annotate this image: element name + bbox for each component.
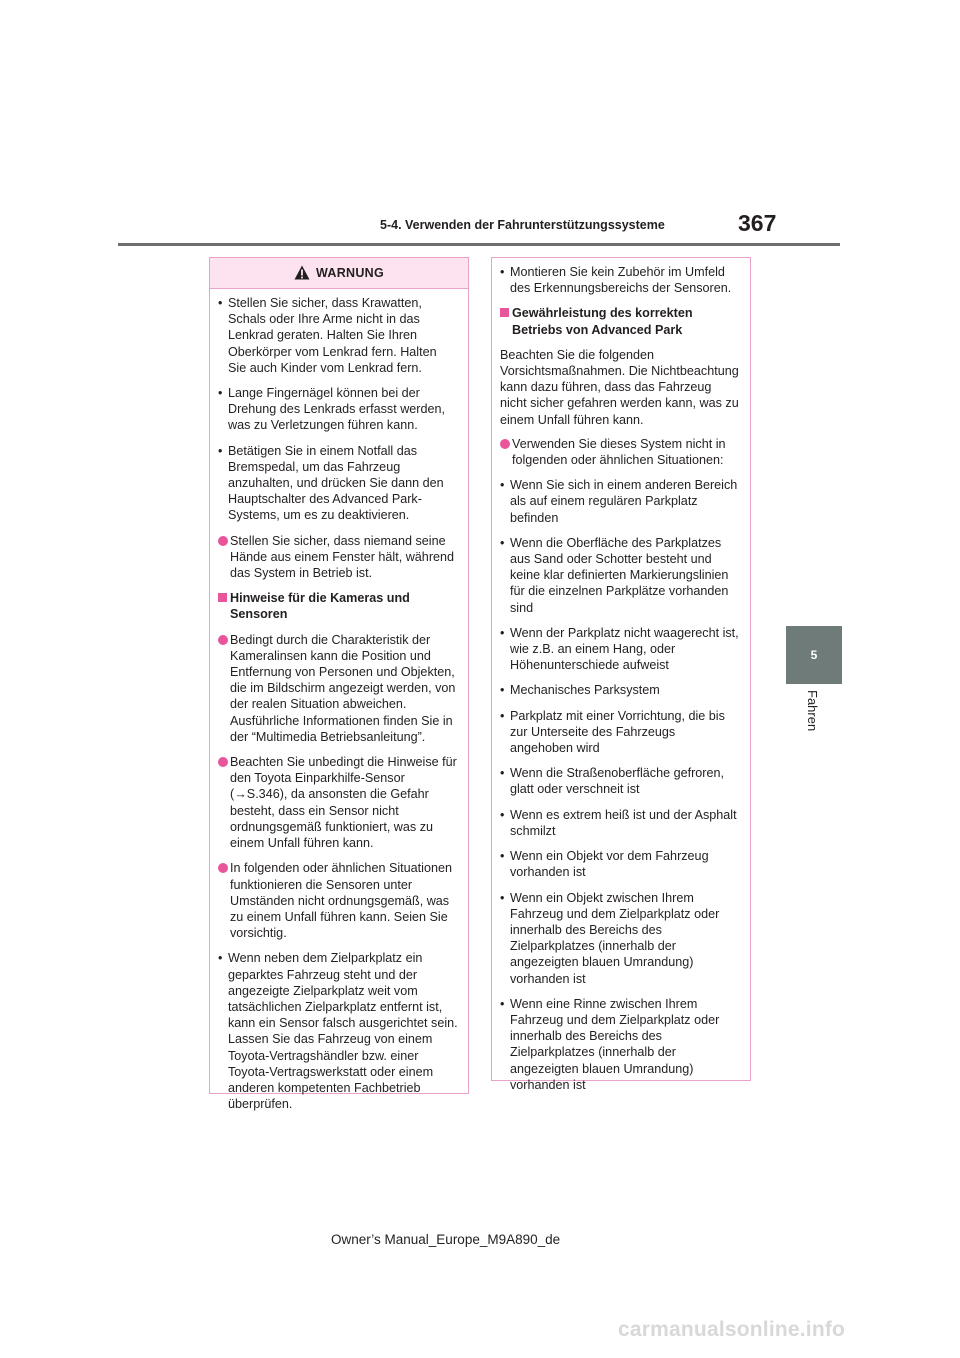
bullet-item — [500, 807, 740, 839]
circle-bullet-icon — [500, 439, 510, 449]
warning-triangle-icon — [294, 265, 310, 280]
circle-item — [500, 436, 740, 468]
bullet-icon: • — [500, 849, 505, 864]
warning-content — [210, 289, 468, 1127]
bullet-icon: • — [500, 708, 505, 723]
item-text: Wenn die Oberfläche des Parkplatzes aus Sand oder Schotter besteht und keine klar definierten Markierungslinien für die einzelnen Parkplätze vorhanden sind — [510, 535, 729, 615]
bullet-item — [500, 264, 740, 296]
item-text: Wenn die Straßenoberfläche gefroren, glatt oder verschneit ist — [510, 766, 724, 797]
bullet-item — [500, 535, 740, 616]
bullet-icon: • — [500, 535, 505, 550]
subheading — [500, 305, 740, 337]
item-text: Wenn ein Objekt zwischen Ihrem Fahrzeug und dem Zielparkplatz oder innerhalb des Bereichs des Zielparkplatzes (innerhalb der angezeigten blauen Umrandung) vorhanden ist — [510, 890, 720, 986]
item-text: Wenn der Parkplatz nicht waagerecht ist, wie z.B. an einem Hang, oder Höhenunterschiede aufweist — [510, 625, 739, 673]
chapter-label: Fahren — [805, 690, 820, 732]
bullet-icon: • — [218, 386, 223, 401]
item-text: Mechanisches Parksystem — [510, 683, 660, 698]
bullet-item — [218, 950, 458, 1112]
bullet-icon: • — [500, 265, 505, 279]
bullet-item — [500, 890, 740, 987]
item-text: Stellen Sie sicher, dass niemand seine Hände aus einem Fenster hält, während das System in Betrieb ist. — [230, 533, 455, 581]
bullet-icon: • — [500, 766, 505, 781]
item-text: Bedingt durch die Charakteristik der Kameralinsen kann die Position und Entfernung von Personen und Objekten, die im Bildschirm angezeigt werden, von der realen Situation abweichen. Ausführliche Informationen finden Sie in der “Multimedia Betriebsanleitung”. — [230, 632, 456, 744]
circle-bullet-icon — [218, 536, 228, 546]
square-bullet-icon — [218, 593, 227, 602]
item-text: Lange Fingernägel können bei der Drehung des Lenkrads erfasst werden, was zu Verletzungen führen kann. — [228, 386, 446, 433]
bullet-icon: • — [218, 951, 223, 966]
bullet-item — [500, 848, 740, 880]
item-text: Wenn neben dem Zielparkplatz ein geparktes Fahrzeug steht und der angezeigte Zielparkplatz weit vom tatsächlichen Zielparkplatz entfernt ist, kann ein Sensor falsch ausgerichtet sein. Lassen Sie das Fahrzeug von einem Toyota-Vertragshändler bzw. einer Toyota-Vertragswerkstatt oder einem anderen kompetenten Fachbetrieb überprüfen. — [228, 951, 458, 1112]
bullet-item — [218, 443, 458, 524]
warning-title: WARNUNG — [315, 266, 385, 280]
bullet-item — [500, 708, 740, 757]
warning-box-continued — [491, 257, 751, 1092]
item-text: Wenn es extrem heiß ist und der Asphalt schmilzt — [510, 807, 737, 838]
bullet-item — [500, 765, 740, 797]
paragraph — [500, 347, 740, 428]
item-text: Wenn eine Rinne zwischen Ihrem Fahrzeug und dem Zielparkplatz oder innerhalb des Bereichs des Zielparkplatzes (innerhalb der angezeigten blauen Umrandung) vorhanden ist — [510, 996, 720, 1092]
section-title: 5-4. Verwenden der Fahrunterstützungssysteme — [380, 218, 665, 232]
circle-item — [218, 533, 458, 582]
warning-content-continued — [492, 258, 750, 1108]
item-text: Beachten Sie unbedingt die Hinweise für den Toyota Einparkhilfe-Sensor (→S.346), da ansonsten die Gefahr besteht, dass ein Sensor nicht ordnungsgemäß funktioniert, was zu einem Unfall führen kann. — [230, 755, 457, 851]
warning-header — [210, 258, 468, 289]
watermark: carmanualsonline.info — [618, 1318, 846, 1341]
item-text: Stellen Sie sicher, dass Krawatten, Schals oder Ihre Arme nicht in das Lenkrad geraten. Halten Sie Ihren Oberkörper vom Lenkrad fern. Halten Sie auch Kinder vom Lenkrad fern. — [228, 296, 437, 375]
item-text: Verwenden Sie dieses System nicht in folgenden oder ähnlichen Situationen: — [512, 436, 726, 468]
bullet-item — [500, 477, 740, 526]
bullet-icon: • — [218, 296, 223, 310]
manual-id: Owner’s Manual_Europe_M9A890_de — [331, 1232, 561, 1247]
chapter-tab[interactable]: 5 — [786, 626, 842, 684]
circle-item — [218, 754, 458, 851]
bullet-item — [500, 682, 740, 698]
bullet-icon: • — [500, 478, 505, 493]
item-text: In folgenden oder ähnlichen Situationen funktionieren die Sensoren unter Umständen nicht ordnungsgemäß, was zu einem Unfall führen kann. Seien Sie vorsichtig. — [230, 861, 452, 941]
page-number: 367 — [738, 210, 777, 236]
bullet-icon: • — [500, 807, 505, 822]
item-text: Parkplatz mit einer Vorrichtung, die bis zur Unterseite des Fahrzeugs angehoben wird — [510, 708, 725, 756]
item-text: Wenn Sie sich in einem anderen Bereich als auf einem regulären Parkplatz befinden — [510, 478, 738, 525]
bullet-icon: • — [218, 443, 223, 458]
warning-box — [209, 257, 469, 1112]
subheading — [218, 590, 458, 622]
bullet-icon: • — [500, 996, 505, 1011]
circle-bullet-icon — [218, 635, 228, 645]
bullet-icon: • — [500, 625, 505, 640]
item-text: Beachten Sie die folgenden Vorsichtsmaßnahmen. Die Nichtbeachtung kann dazu führen, dass das Fahrzeug nicht sicher gefahren werden kann, was zu einem Unfall führen kann. — [500, 347, 739, 427]
circle-item — [218, 860, 458, 941]
square-bullet-icon — [500, 308, 509, 317]
circle-item — [218, 632, 458, 745]
bullet-icon: • — [500, 683, 505, 698]
bullet-item — [500, 625, 740, 674]
circle-bullet-icon — [218, 863, 228, 873]
header-divider — [118, 243, 840, 246]
item-text: Gewährleistung des korrekten Betriebs von Advanced Park — [512, 306, 693, 337]
bullet-icon: • — [500, 890, 505, 905]
item-text: Montieren Sie kein Zubehör im Umfeld des Erkennungsbereichs der Sensoren. — [510, 265, 732, 296]
item-text: Wenn ein Objekt vor dem Fahrzeug vorhanden ist — [510, 849, 709, 880]
bullet-item — [218, 385, 458, 434]
bullet-item — [218, 295, 458, 376]
circle-bullet-icon — [218, 757, 228, 767]
item-text: Betätigen Sie in einem Notfall das Bremspedal, um das Fahrzeug anzuhalten, und drücken Sie dann den Hauptschalter des Advanced Park-Systems, um es zu deaktivieren. — [228, 443, 444, 523]
bullet-item — [500, 996, 740, 1093]
item-text: Hinweise für die Kameras und Sensoren — [230, 591, 410, 622]
